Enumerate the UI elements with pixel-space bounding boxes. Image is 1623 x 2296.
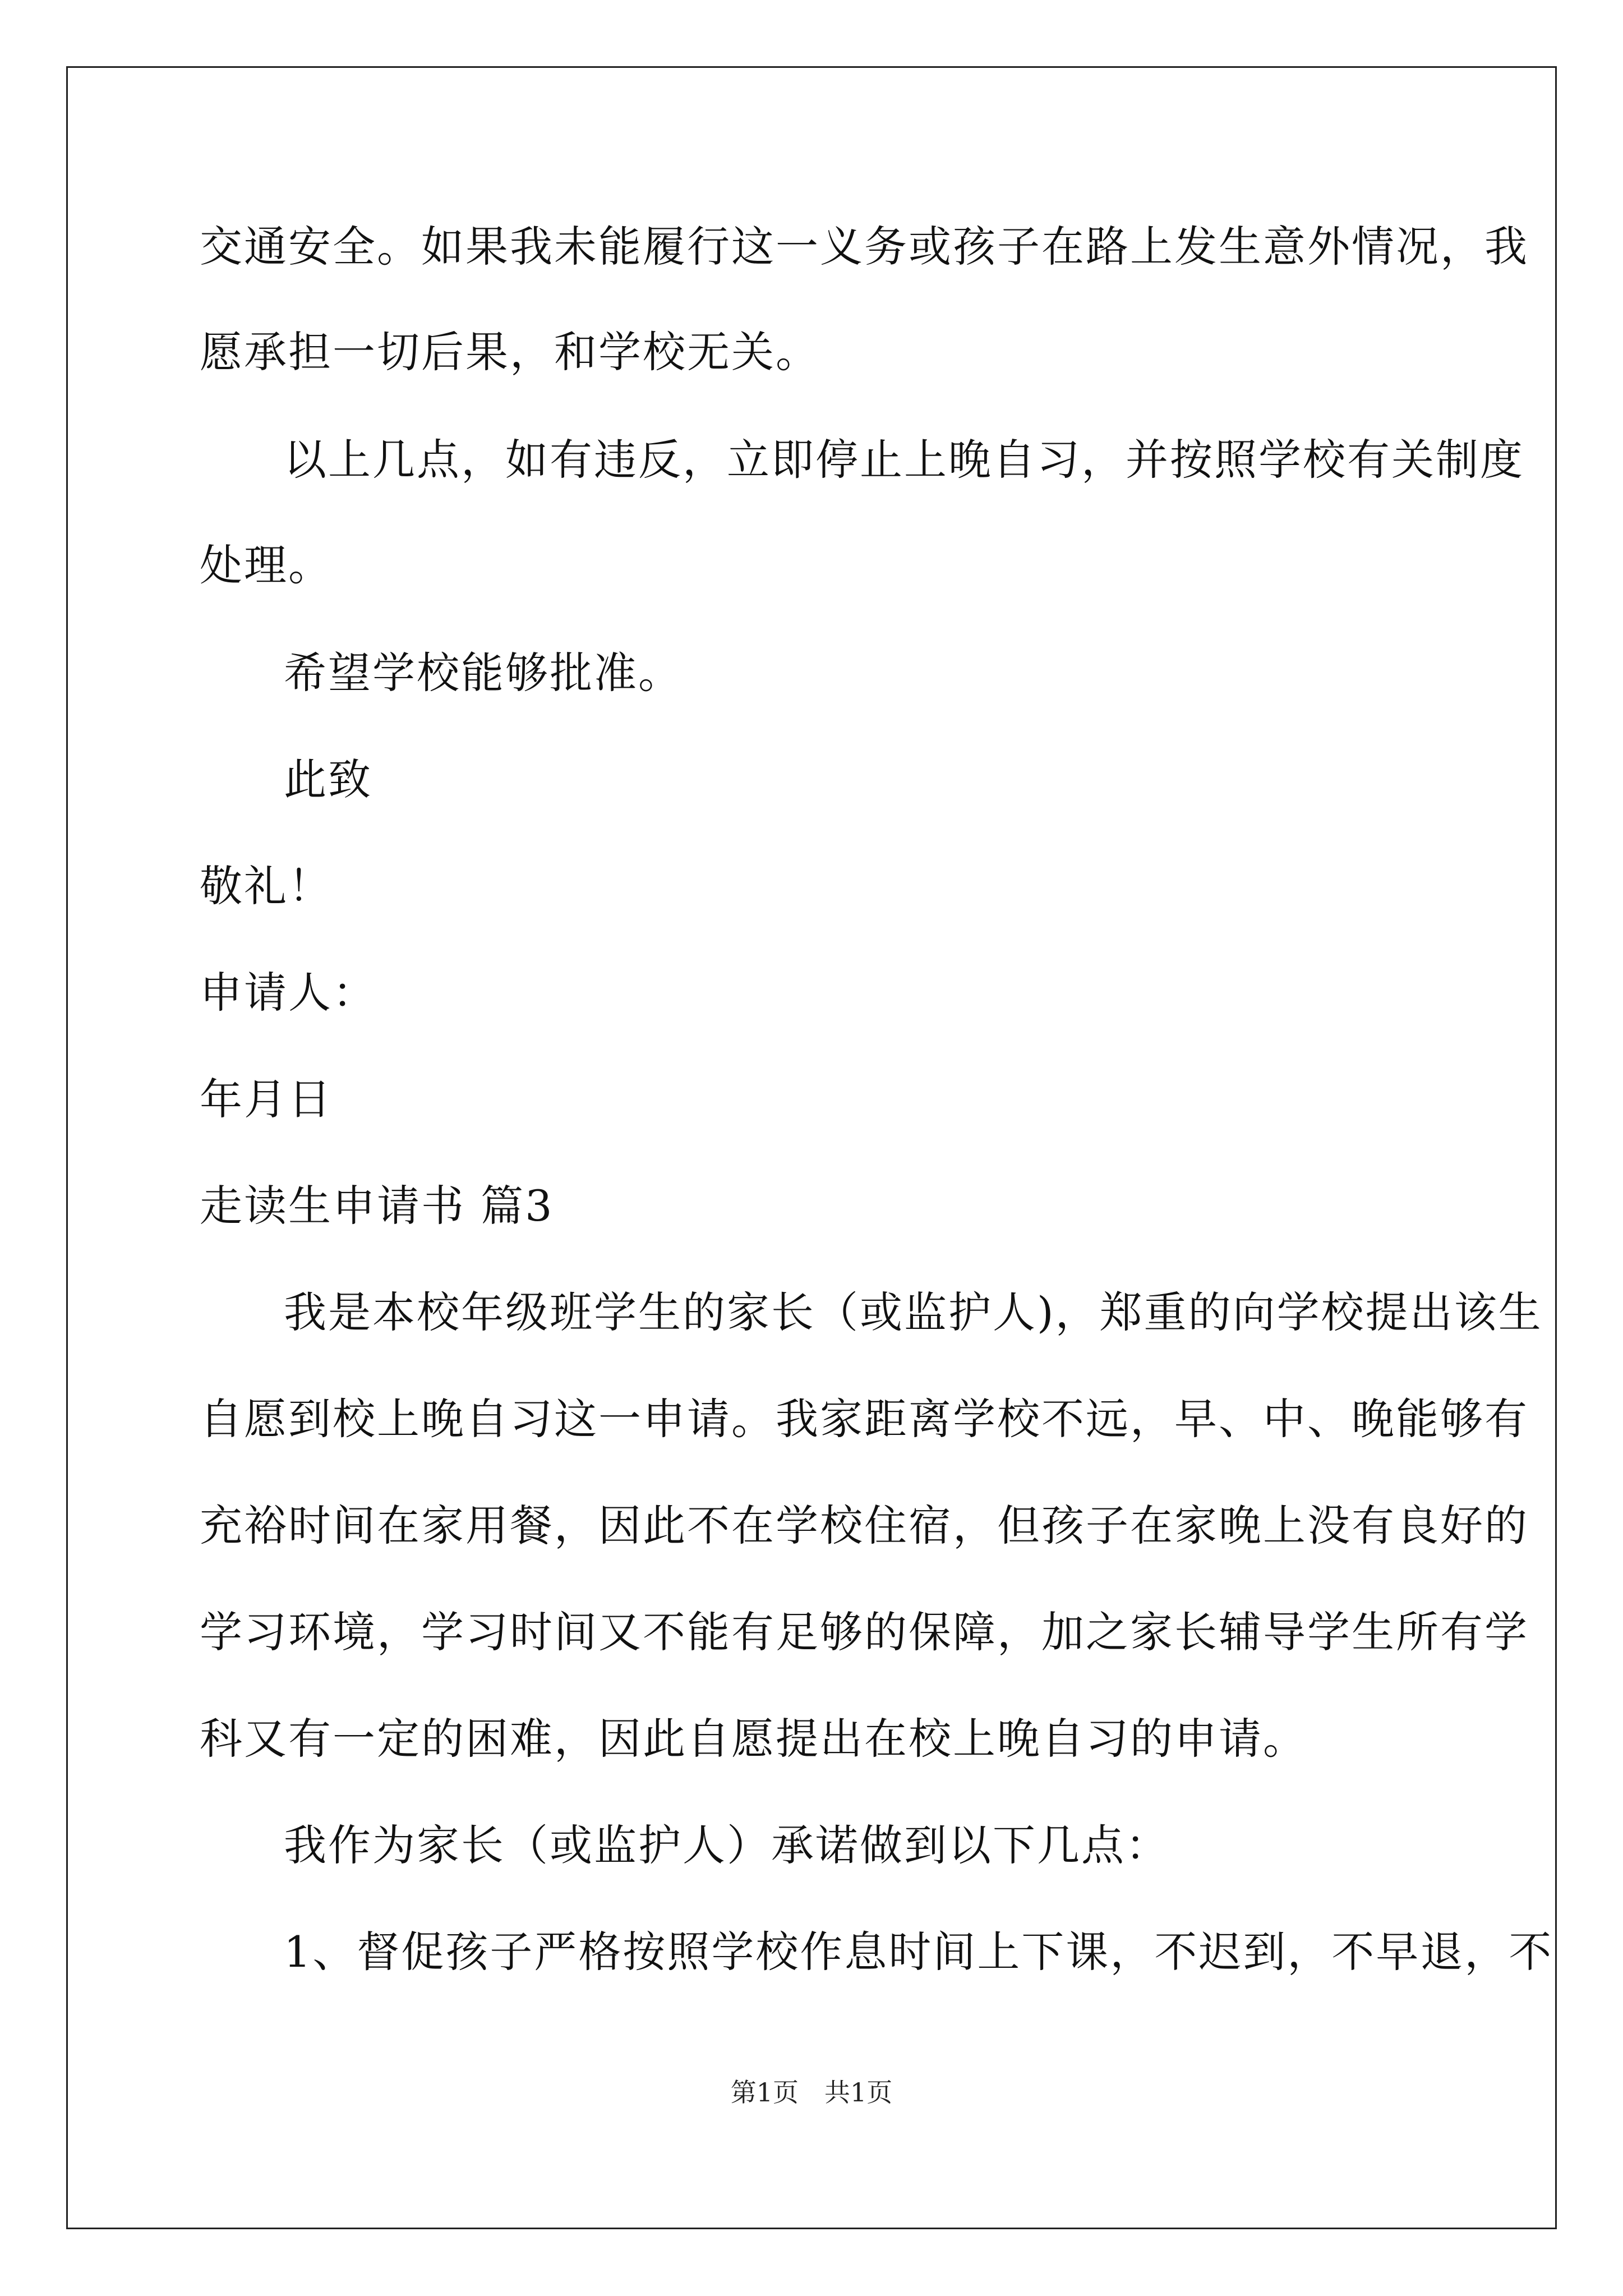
section-heading: 走读生申请书 篇3 bbox=[200, 1181, 554, 1231]
text-line: 科又有一定的困难，因此自愿提出在校上晚自习的申请。 bbox=[200, 1714, 1307, 1764]
text-line: 处理。 bbox=[200, 540, 333, 590]
applicant-label: 申请人： bbox=[200, 968, 377, 1018]
closing-salutation: 此致 bbox=[284, 754, 372, 804]
paragraph-line: 以上几点，如有违反，立即停止上晚自习，并按照学校有关制度 bbox=[284, 435, 1524, 485]
paragraph-line: 我是本校年级班学生的家长（或监护人)，郑重的向学校提出该生 bbox=[284, 1287, 1543, 1337]
text-line: 愿承担一切后果，和学校无关。 bbox=[200, 327, 820, 377]
paragraph-line: 希望学校能够批准。 bbox=[284, 648, 683, 698]
list-item-line: 1、督促孩子严格按照学校作息时间上下课，不迟到，不早退，不 bbox=[284, 1927, 1553, 1977]
text-line: 充裕时间在家用餐，因此不在学校住宿，但孩子在家晚上没有良好的 bbox=[200, 1501, 1529, 1550]
page-footer: 第1页 共1页 bbox=[730, 2077, 893, 2108]
text-line: 学习环境，学习时间又不能有足够的保障，加之家长辅导学生所有学 bbox=[200, 1607, 1529, 1657]
text-line: 交通安全。如果我未能履行这一义务或孩子在路上发生意外情况，我 bbox=[200, 222, 1529, 272]
text-line: 自愿到校上晚自习这一申请。我家距离学校不远，早、中、晚能够有 bbox=[200, 1394, 1529, 1444]
date-label: 年月日 bbox=[200, 1074, 333, 1124]
page-border bbox=[66, 66, 1557, 2229]
closing-respect: 敬礼！ bbox=[200, 861, 333, 911]
paragraph-line: 我作为家长（或监护人）承诺做到以下几点： bbox=[284, 1820, 1170, 1870]
